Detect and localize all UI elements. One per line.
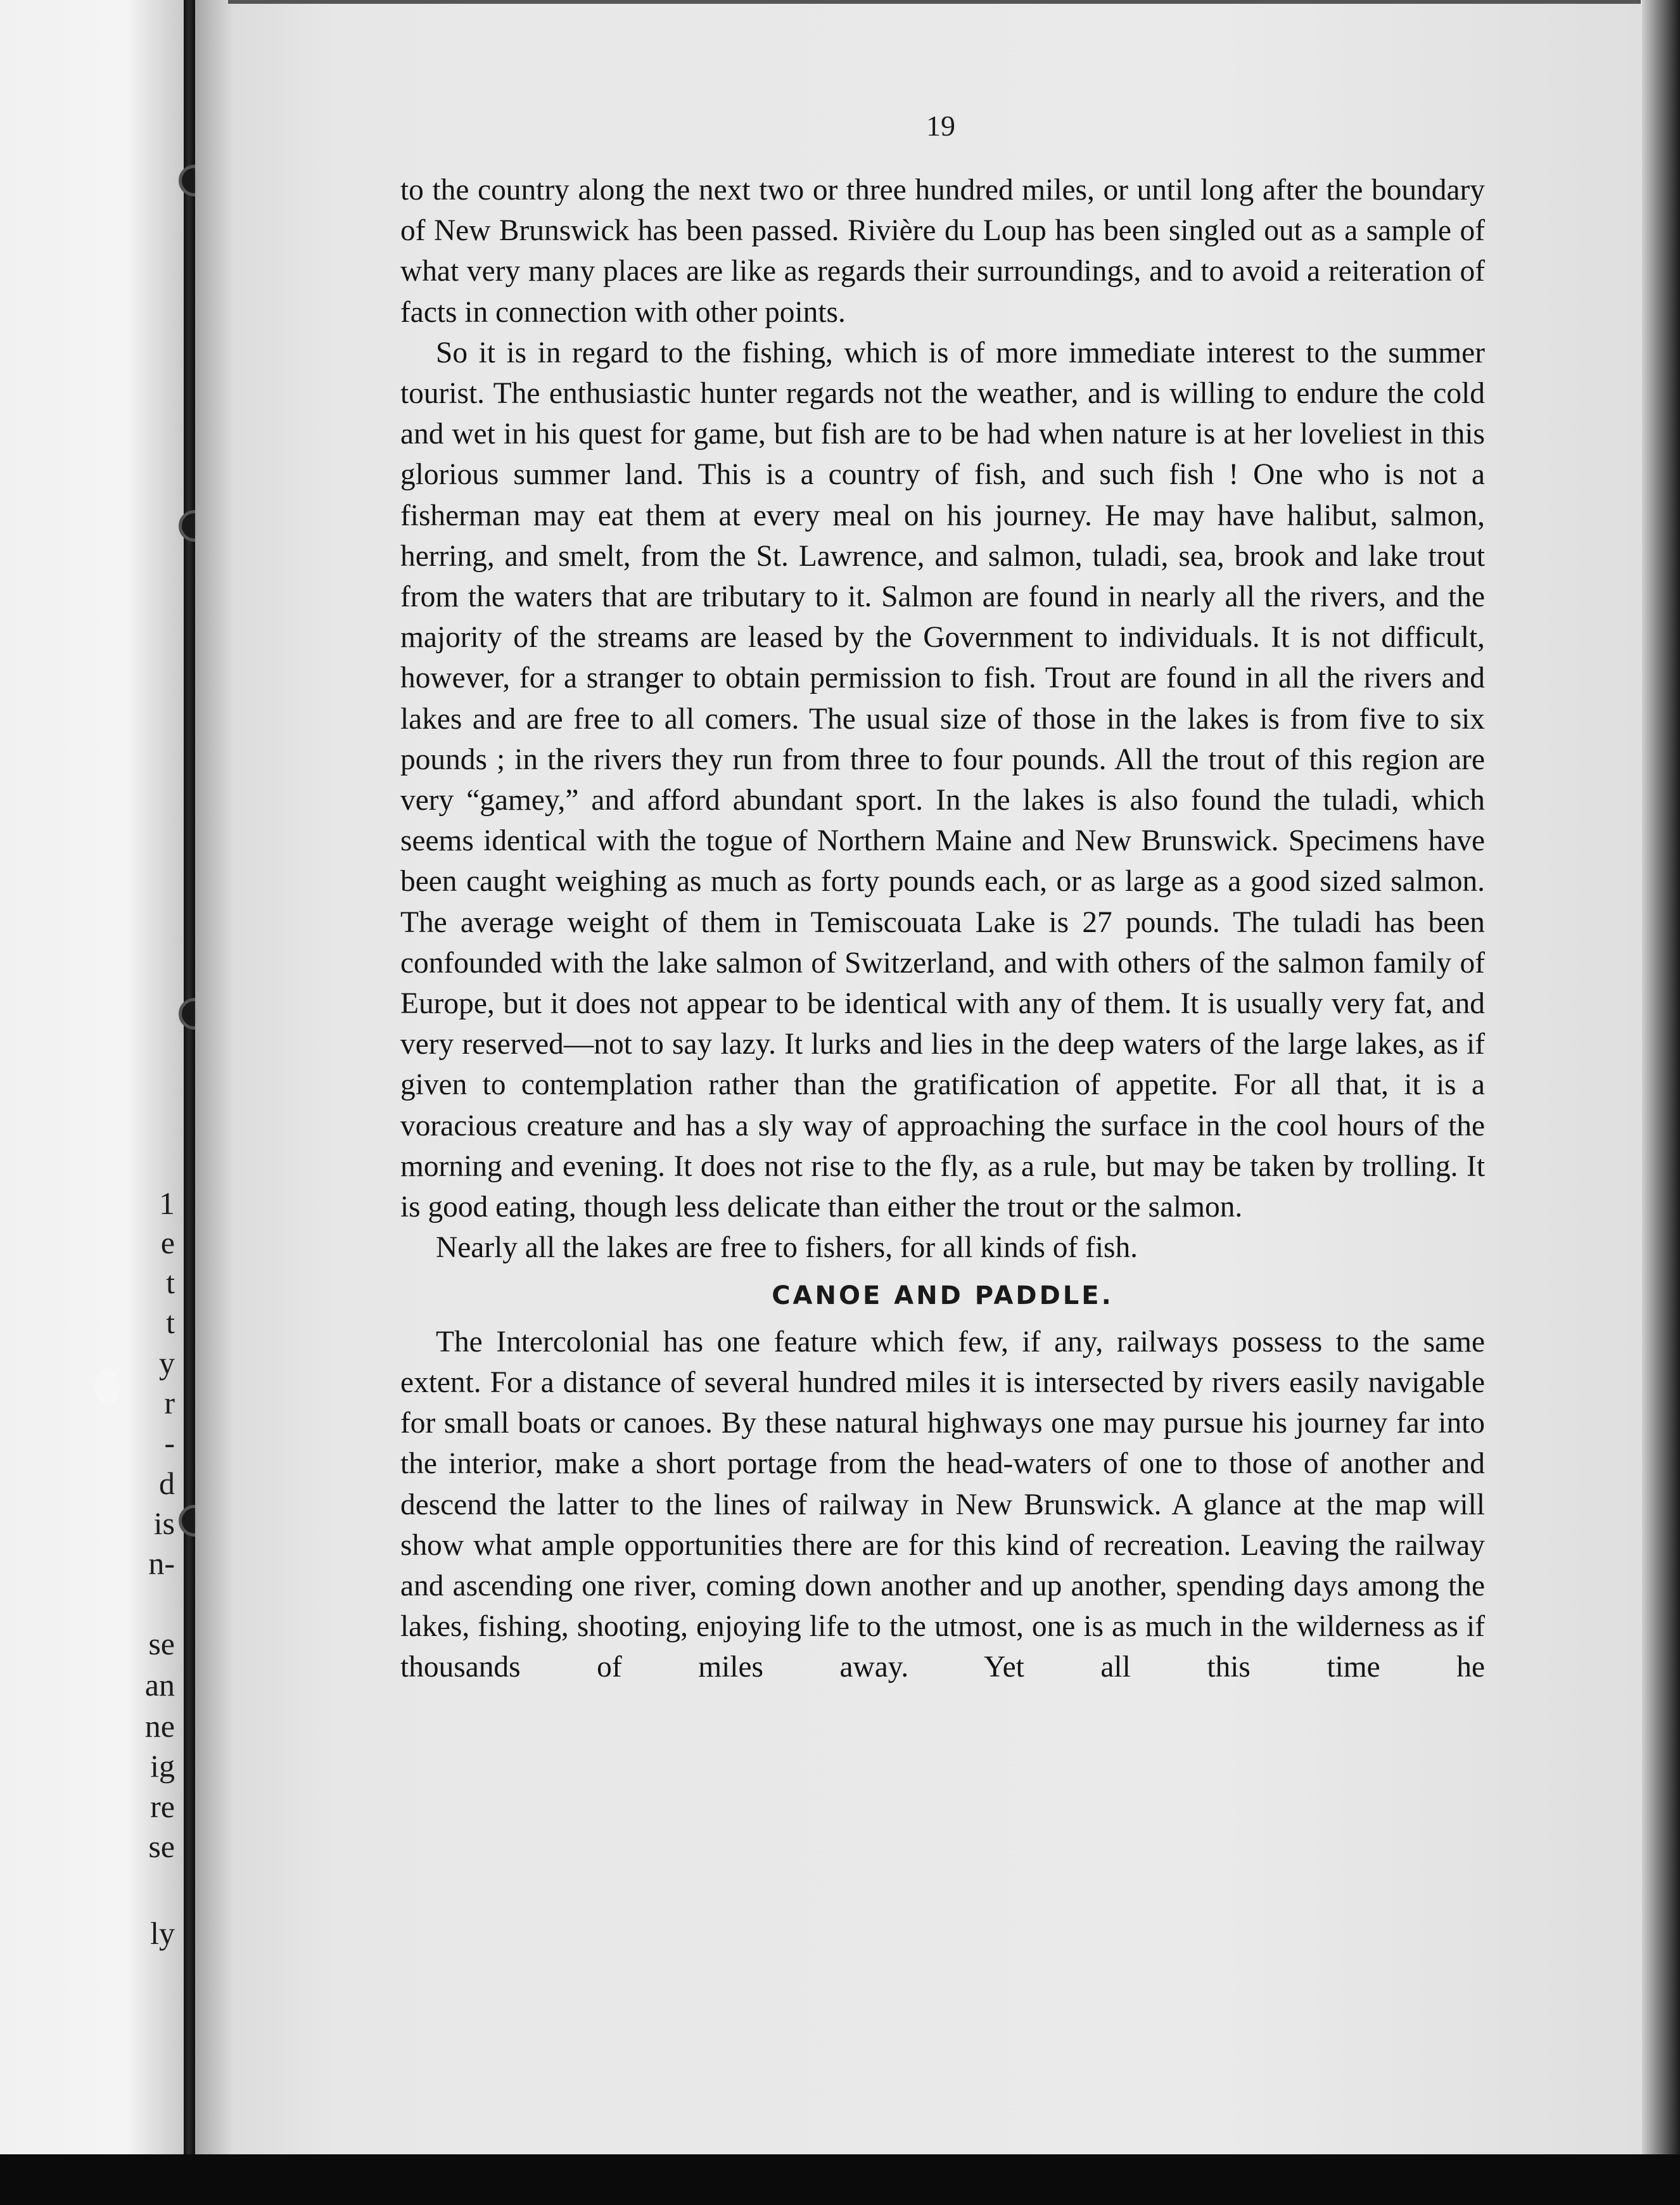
section-heading: CANOE AND PADDLE. xyxy=(772,1281,1114,1311)
facing-page-fragment: is xyxy=(153,1505,175,1541)
facing-page-fragment: se xyxy=(148,1626,175,1661)
facing-page-fragment: y xyxy=(159,1345,175,1381)
facing-page-fragment: t xyxy=(166,1265,175,1300)
scan-border xyxy=(0,2154,1680,2205)
paragraph: So it is in regard to the fishing, which is of more immediate interest to the summer tourist. The enthusiastic hunter regards not the weather, and is willing to endure the cold and wet in his quest for game, but fish are to be had when nature is at her loveliest in this glorious summer land. This is a country of fish, and such fish ! One who is not a fisherman may eat them at every meal on his journey. He may have halibut, salmon, herring, and smelt, from the St. Lawrence, and salmon, tuladi, sea, brook and lake trout from the waters that are tributary to it. Salmon are found in nearly all the rivers, and the majority of the streams are leased by the Government to individuals. It is not difficult, however, for a stranger to obtain permission to fish. Trout are found in all the rivers and lakes and are free to all comers. The usual size of those in the lakes is from five to six pounds ; in the rivers they run from three to four pounds. All the trout of this region are very “gamey,” and afford abundant sport. In the lakes is also found the tuladi, which seems identical with the togue of Northern Maine and New Brunswick. Specimens have been caught weighing as much as forty pounds each, or as large as a good sized salmon. The average weight of them in Temiscouata Lake is 27 pounds. The tuladi has been confounded with the lake salmon of Switzerland, and with others of the salmon family of Europe, but it does not appear to be identical with any of them. It is usually very fat, and very reserved—not to say lazy. It lurks and lies in the deep waters of the large lakes, as if given to contemplation rather than the gratification of appetite. For all that, it is a voracious creature and has a sly way of approaching the surface in the cool hours of the morning and evening. It does not rise to the fly, as a rule, but may be taken by trolling. It is good eating, though less delicate than either the trout or the salmon. xyxy=(400,336,1485,1224)
facing-page-fragment: - xyxy=(164,1425,175,1460)
facing-page-fragment: ly xyxy=(150,1915,175,1951)
paper-blemish xyxy=(95,1369,120,1405)
facing-page-fragment: d xyxy=(159,1466,175,1501)
paragraph: to the country along the next two or three hundred miles, or until long after the boundary of New Brunswick has been passed. Rivière du Loup has been singled out as a sample of what very many places are like as regards their surroundings, and to avoid a reiteration of facts in connection with other points. xyxy=(400,174,1485,329)
facing-page-fragment: r xyxy=(164,1385,175,1421)
facing-page-fragment: ne xyxy=(144,1708,175,1744)
body-text xyxy=(400,170,1485,1688)
page-number: 19 xyxy=(926,110,955,142)
facing-page-fragment: ig xyxy=(150,1748,175,1784)
facing-page-fragment: 1 xyxy=(159,1186,175,1221)
facing-page-fragment: t xyxy=(166,1305,175,1340)
facing-page-fragment: an xyxy=(144,1667,175,1703)
page-top-edge xyxy=(228,0,1641,4)
facing-page-fragment: e xyxy=(160,1225,175,1260)
paragraph: Nearly all the lakes are free to fishers, for all kinds of fish. xyxy=(436,1231,1138,1265)
paragraph: The Intercolonial has one feature which few, if any, railways possess to the same extent. For a distance of several hundred miles it is intersected by rivers easily navigable for small boats or canoes. By these natural highways one may pursue his journey far into the interior, make a short portage from the head-waters of one to those of another and descend the latter to the lines of railway in New Brunswick. A glance at the map will show what ample opportunities there are for this kind of recreation. Leaving the railway and ascending one river, coming down another and up another, spending days among the lakes, fishing, shooting, enjoying life to the utmost, one is as much in the wilderness as if thousands of miles away. Yet all this time he xyxy=(400,1325,1485,1684)
facing-page-edge xyxy=(0,0,184,2154)
page-right-edge xyxy=(1642,0,1680,2154)
facing-page-fragment: se xyxy=(148,1829,175,1864)
facing-page-fragment: n- xyxy=(148,1545,175,1581)
facing-page-fragment: re xyxy=(150,1789,175,1824)
